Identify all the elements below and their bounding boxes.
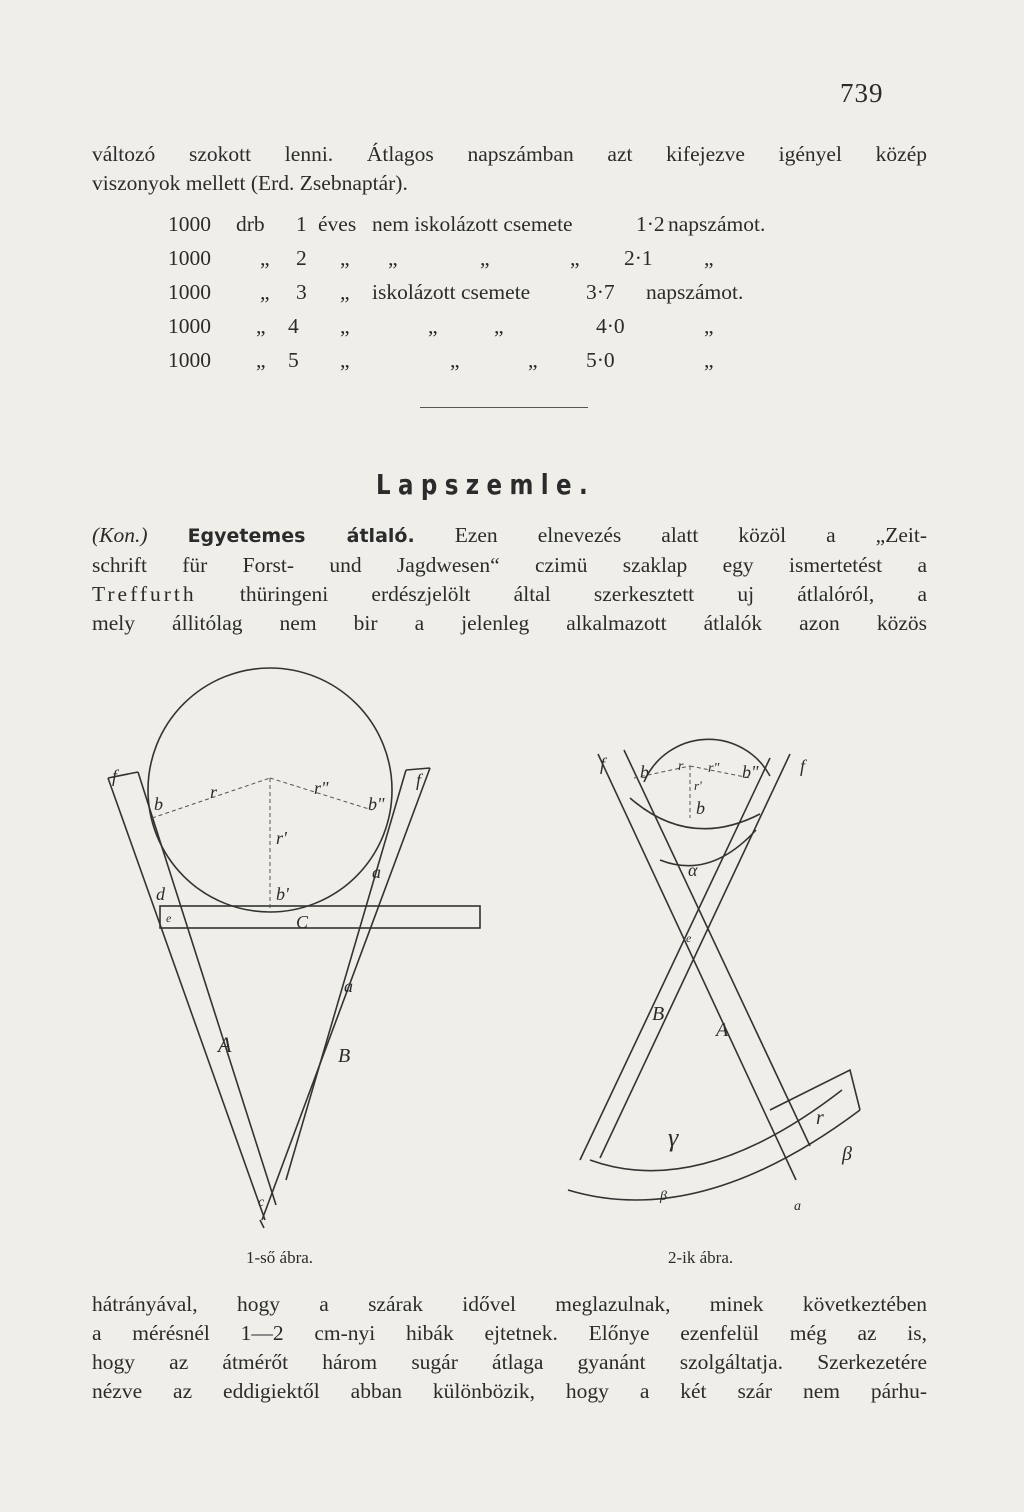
- section-divider: [420, 407, 588, 408]
- years-cell: 3: [296, 280, 307, 304]
- person-name: Treffurth: [92, 582, 197, 606]
- label-r2: r": [708, 761, 720, 776]
- desc-cell: nem iskolázott csemete: [372, 212, 573, 236]
- age-cell: „: [340, 314, 350, 338]
- right-arm-inner: [286, 770, 406, 1180]
- author-abbr: (Kon.): [92, 523, 148, 547]
- desc-cell: „: [428, 314, 438, 338]
- desc-cell: „: [450, 348, 460, 372]
- desc-cell: „: [480, 246, 490, 270]
- label-r: r: [678, 759, 684, 774]
- text-line: viszonyok mellett (Erd. Zsebnaptár).: [92, 171, 408, 195]
- count-cell: 1000: [168, 212, 211, 236]
- label-B: B: [652, 1003, 665, 1025]
- value-cell: 2·1: [624, 246, 653, 270]
- label-A: A: [218, 1032, 232, 1057]
- label-r3: r: [816, 1107, 824, 1129]
- age-cell: „: [340, 280, 350, 304]
- years-cell: 1: [296, 212, 307, 236]
- label-f-right: f: [416, 770, 422, 790]
- unit-cell: „: [256, 348, 266, 372]
- value-cell: 1·2: [636, 212, 665, 236]
- hinge-mark: [260, 1220, 264, 1228]
- label-A: A: [716, 1019, 729, 1041]
- years-cell: 2: [296, 246, 307, 270]
- desc-cell: iskolázott csemete: [372, 280, 531, 304]
- text-line: [92, 521, 927, 551]
- result-cell: „: [704, 246, 714, 270]
- result-cell: napszámot.: [668, 212, 766, 236]
- text-line: változó szokott lenni. Átlagos napszámban azt kifejezve igényel közép: [92, 142, 927, 166]
- text-line: hogy az átmérőt három sugár átlaga gyanánt szolgáltatja. Szerkezetére: [92, 1350, 927, 1374]
- label-B: B: [338, 1045, 351, 1067]
- figure-2-caliper-diagram: [560, 690, 880, 1250]
- label-b: b: [154, 794, 163, 814]
- unit-cell: „: [256, 314, 266, 338]
- left-arm-inner: [138, 772, 276, 1205]
- text-line: a mérésnél 1—2 cm-nyi hibák ejtetnek. Előnye ezenfelül még az is,: [92, 1321, 927, 1345]
- radius-line: [690, 766, 750, 778]
- text-run: Ezen elnevezés alatt közöl a „Zeit-: [454, 523, 928, 547]
- scale-bar: [160, 906, 480, 928]
- figure-2-caption: 2-ik ábra.: [668, 1248, 734, 1267]
- unit-cell: „: [260, 280, 270, 304]
- label-r-prime: r': [276, 828, 287, 848]
- label-f-left: f: [112, 766, 118, 786]
- label-c: C: [296, 912, 309, 932]
- text-line: hátrányával, hogy a szárak idővel meglazulnak, minek következtében: [92, 1292, 927, 1316]
- label-a2: a: [344, 976, 353, 996]
- scale-arc-inner: [590, 1090, 842, 1171]
- text-line: schrift für Forst- und Jagdwesen“ czimü szaklap egy ismertetést a: [92, 553, 927, 577]
- arm-B-outer: [600, 754, 790, 1158]
- label-b2: b": [742, 762, 759, 782]
- article-heading: Egyetemes átlaló.: [187, 525, 415, 547]
- count-cell: 1000: [168, 246, 211, 270]
- arm-A-inner: [624, 750, 810, 1146]
- result-cell: napszámot.: [646, 280, 744, 304]
- label-f-right: f: [800, 756, 806, 776]
- label-b-prime: b': [276, 884, 289, 904]
- review-paragraph: [92, 521, 927, 638]
- label-b-prime: b: [696, 798, 705, 818]
- label-a: a: [372, 862, 381, 882]
- angle-arc: [660, 830, 756, 866]
- result-cell: „: [704, 348, 714, 372]
- value-cell: 4·0: [596, 314, 625, 338]
- text-line: [92, 580, 927, 609]
- label-r-prime: r': [694, 778, 702, 793]
- desc-cell: „: [570, 246, 580, 270]
- result-cell: „: [704, 314, 714, 338]
- label-e: e: [686, 931, 692, 945]
- label-beta2: β: [660, 1189, 667, 1204]
- age-cell: „: [340, 246, 350, 270]
- label-e: e: [166, 911, 172, 925]
- label-f-left: f: [600, 754, 606, 774]
- label-a: a: [794, 1199, 801, 1214]
- count-cell: 1000: [168, 348, 211, 372]
- value-cell: 3·7: [586, 280, 615, 304]
- label-c2: c: [258, 1195, 265, 1210]
- arm-B-inner: [580, 758, 770, 1160]
- label-d: d: [156, 884, 165, 904]
- figure-1-caliper-diagram: [100, 660, 500, 1240]
- label-b: b: [640, 762, 649, 782]
- tree-circle: [148, 668, 392, 912]
- text-line: nézve az eddigiektől abban különbözik, hogy a két szár nem párhu-: [92, 1379, 927, 1403]
- count-cell: 1000: [168, 280, 211, 304]
- desc-cell: „: [388, 246, 398, 270]
- years-cell: 4: [288, 314, 299, 338]
- value-cell: 5·0: [586, 348, 615, 372]
- text-run: thüringeni erdészjelölt által szerkesztett uj átlalóról, a: [239, 582, 927, 606]
- age-cell: éves: [318, 212, 357, 236]
- desc-cell: „: [494, 314, 504, 338]
- label-r: r: [210, 782, 218, 802]
- left-arm-outer: [108, 778, 265, 1220]
- page-number: 739: [840, 78, 884, 108]
- age-cell: „: [340, 348, 350, 372]
- unit-cell: „: [260, 246, 270, 270]
- years-cell: 5: [288, 348, 299, 372]
- label-beta: β: [842, 1143, 852, 1165]
- label-alpha: α: [688, 860, 698, 880]
- desc-cell: „: [528, 348, 538, 372]
- label-r2: r": [314, 778, 329, 798]
- outro-paragraph: [92, 1290, 927, 1406]
- count-cell: 1000: [168, 314, 211, 338]
- unit-cell: drb: [236, 212, 265, 236]
- label-b2: b": [368, 794, 385, 814]
- label-gamma: γ: [668, 1123, 679, 1152]
- section-title: Lapszemle.: [376, 468, 596, 501]
- figure-1-caption: 1-ső ábra.: [246, 1248, 314, 1267]
- text-line: mely állitólag nem bir a jelenleg alkalmazott átlalók azon közös: [92, 611, 927, 635]
- intro-paragraph: [92, 140, 927, 198]
